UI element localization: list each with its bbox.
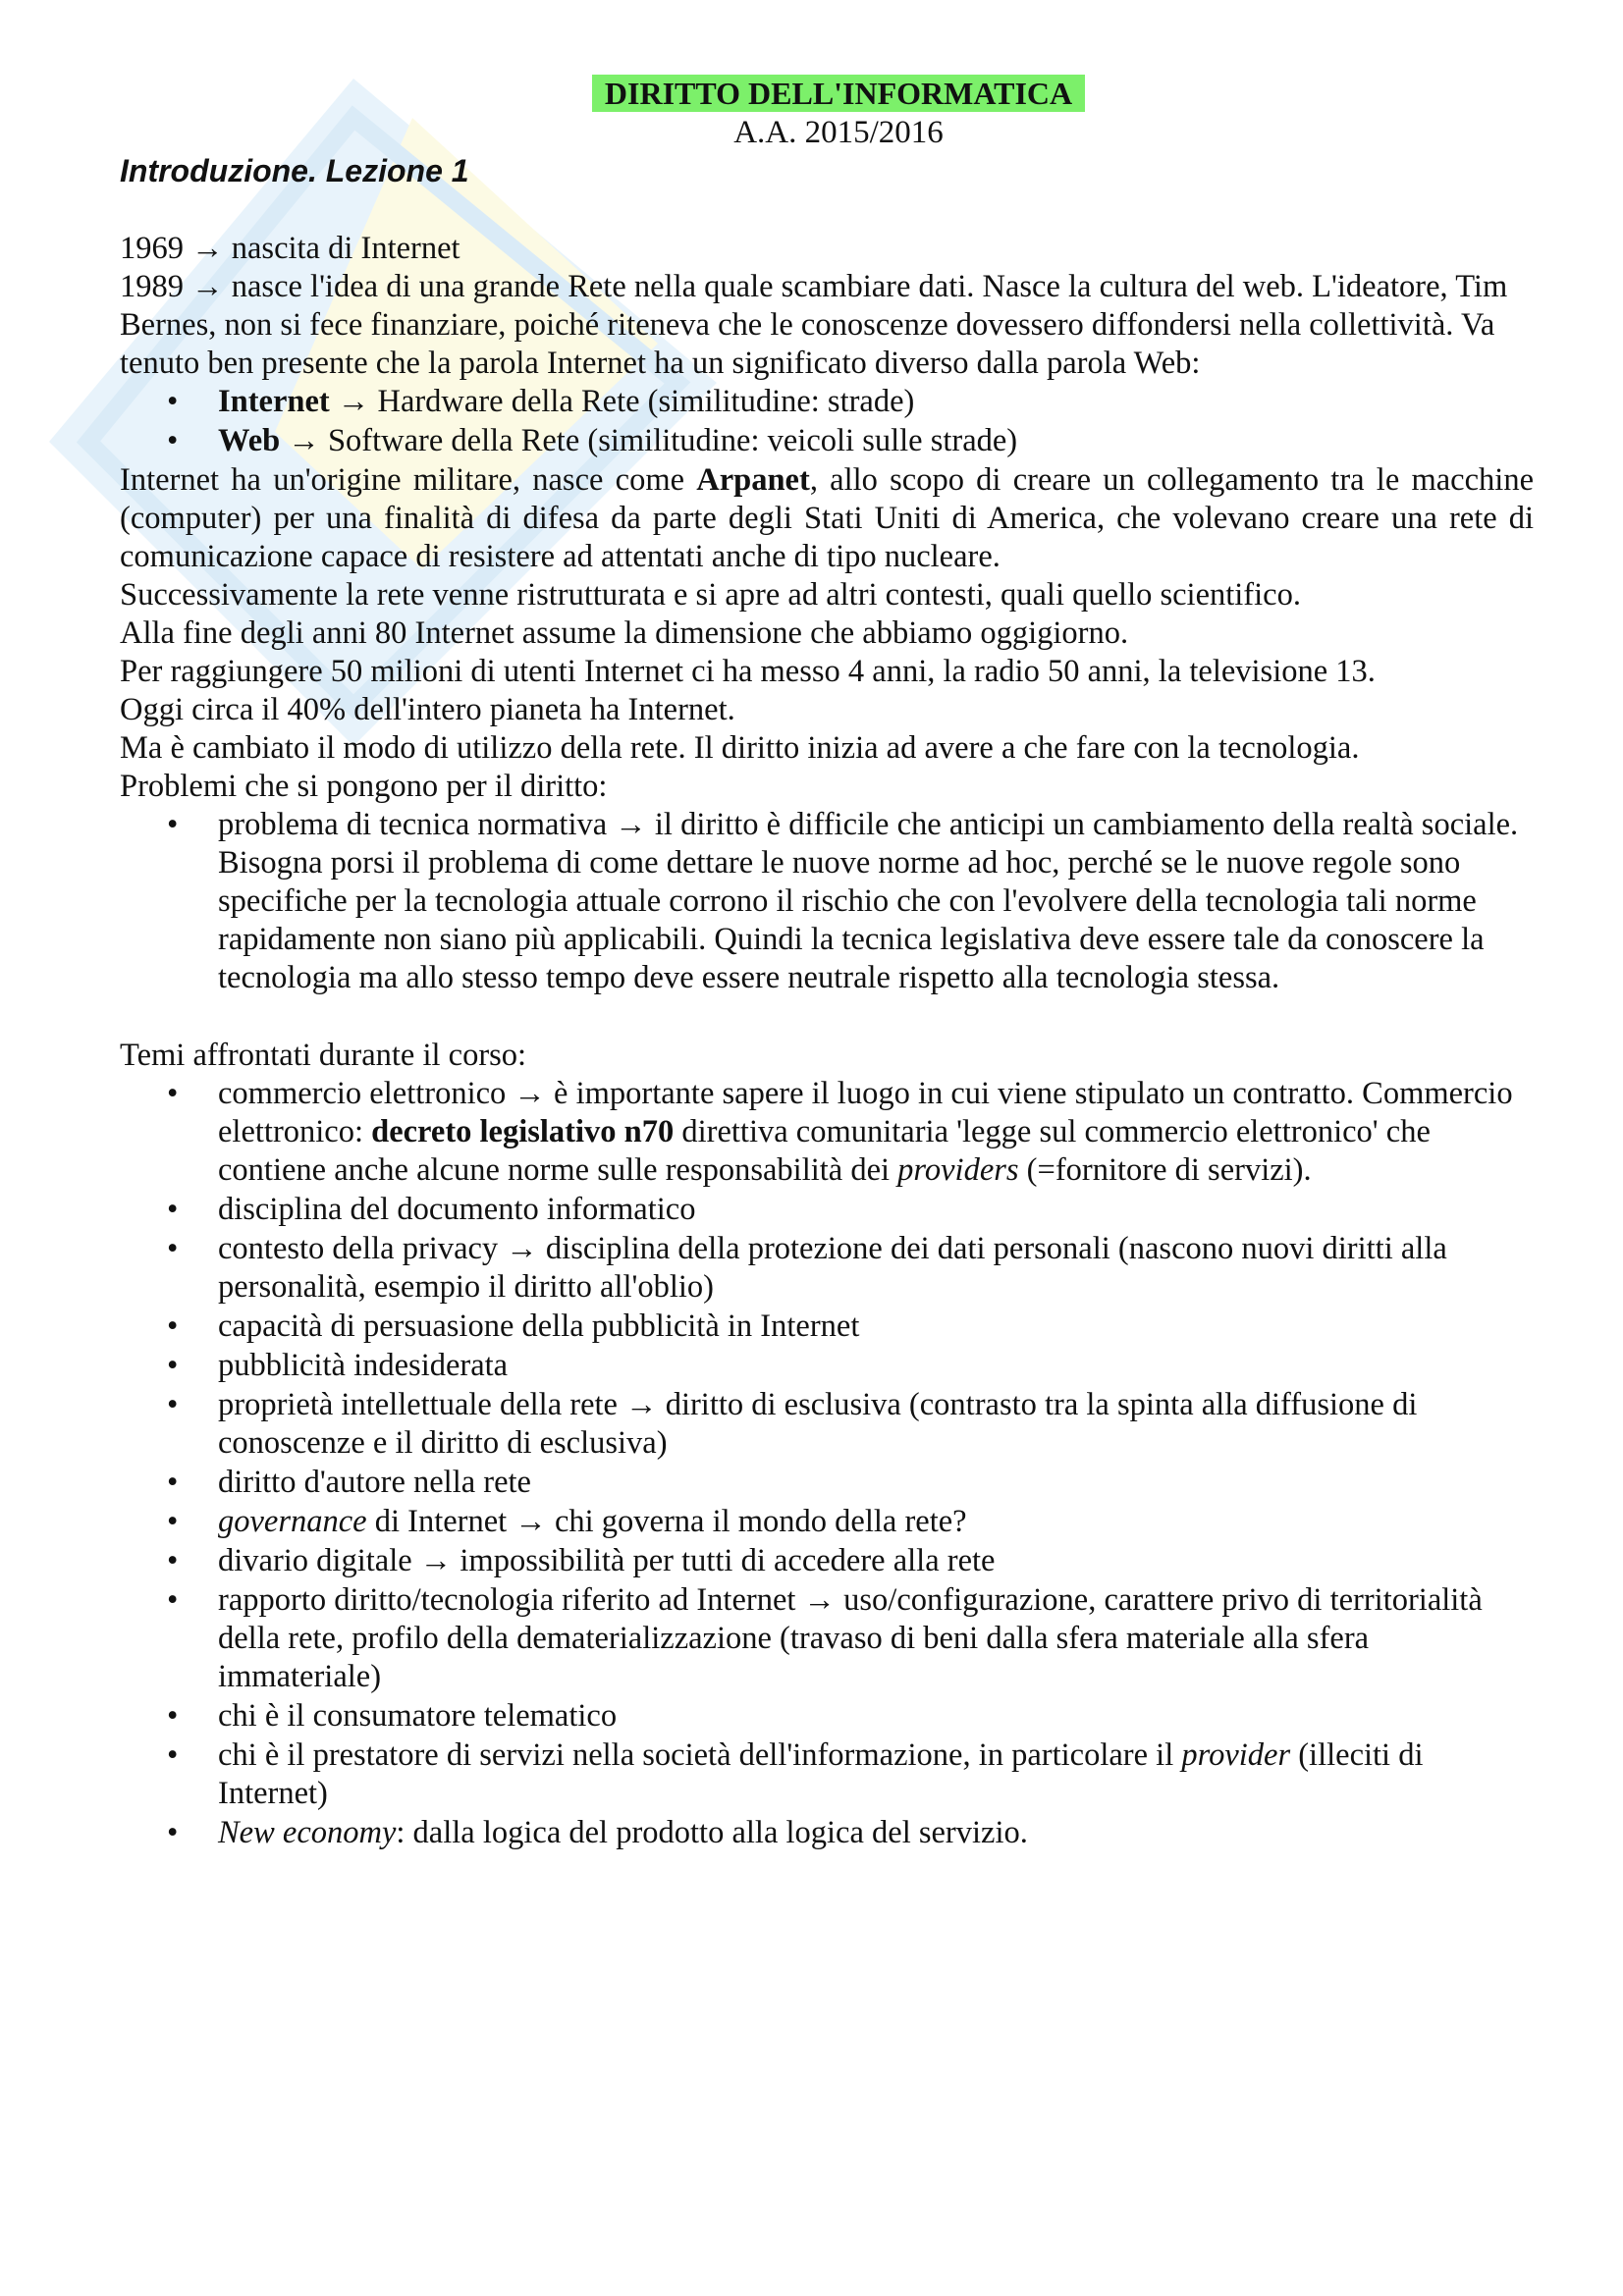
text-run: contesto della privacy → disciplina della protezione dei dati personali (nascono nuovi diritti alla personalità, esempio il diritto all'oblio) xyxy=(218,1231,1447,1305)
paragraph xyxy=(120,1037,1534,1075)
text-run: chi è il consumatore telematico xyxy=(218,1698,618,1734)
text-run: Alla fine degli anni 80 Internet assume la dimensione che abbiamo oggigiorno. xyxy=(120,615,1129,651)
text-run: Internet ha un'origine militare, nasce come xyxy=(120,462,697,498)
list-item xyxy=(218,1542,1534,1580)
text-run: disciplina del documento informatico xyxy=(218,1192,696,1227)
list-item xyxy=(218,383,1534,421)
list-item xyxy=(218,1075,1534,1190)
paragraph xyxy=(120,268,1534,383)
text-run: problema di tecnica normativa → il diritto è difficile che anticipi un cambiamento della realtà sociale. Bisogna porsi il problema di come dettare le nuove norme ad hoc, perché se le nuove regole sono specifiche per la tecnologia attuale corrono il rischio che con l'evolvere della tecnologia tali norme rapidamente non siano più applicabili. Quindi la tecnica legislativa deve essere tale da conoscere la tecnologia ma allo stesso tempo deve essere neutrale rispetto alla tecnologia stessa. xyxy=(218,807,1519,995)
bold-text: Internet xyxy=(218,384,330,419)
text-run: Ma è cambiato il modo di utilizzo della rete. Il diritto inizia ad avere a che fare con la tecnologia. xyxy=(120,730,1360,766)
text-run: (=fornitore di servizi). xyxy=(1018,1152,1312,1188)
italic-text: governance xyxy=(218,1504,367,1539)
paragraph xyxy=(120,461,1534,576)
list-item xyxy=(218,1308,1534,1346)
list-item xyxy=(218,1581,1534,1696)
text-run: Temi affrontati durante il corso: xyxy=(120,1038,527,1073)
text-run: direttiva comunitaria 'legge sul commercio elettronico' che contiene anche alcune norme sulle responsabilità dei xyxy=(218,1114,1431,1188)
list-item xyxy=(218,1386,1534,1463)
text-run: rapporto diritto/tecnologia riferito ad Internet → uso/configurazione, carattere privo di territorialità della rete, profilo della dematerializzazione (travaso di beni dalla sfera materiale alla sfera immateriale) xyxy=(218,1582,1483,1694)
text-run: di Internet → chi governa il mondo della rete? xyxy=(366,1504,967,1539)
document-body xyxy=(120,230,1534,1853)
italic-text: providers xyxy=(897,1152,1019,1188)
text-run: 1989 → nasce l'idea di una grande Rete nella quale scambiare dati. Nasce la cultura del web. L'ideatore, Tim Bernes, non si fece finanziare, poiché riteneva che le conoscenze dovessero diffondersi nella collettività. Va tenuto ben presente che la parola Internet ha un significato diverso dalla parola Web: xyxy=(120,269,1508,381)
bold-text: decreto legislativo n70 xyxy=(371,1114,675,1149)
list-item xyxy=(218,1736,1534,1813)
text-run: : dalla logica del prodotto alla logica del servizio. xyxy=(396,1815,1028,1850)
text-run: chi è il prestatore di servizi nella società dell'informazione, in particolare il xyxy=(218,1737,1182,1773)
paragraph xyxy=(120,230,1534,268)
academic-year: A.A. 2015/2016 xyxy=(733,115,944,150)
list-item xyxy=(218,422,1534,460)
text-run: capacità di persuasione della pubblicità in Internet xyxy=(218,1308,860,1344)
text-run: → Software della Rete (similitudine: veicoli sulle strade) xyxy=(280,423,1018,458)
text-run: proprietà intellettuale della rete → diritto di esclusiva (contrasto tra la spinta alla diffusione di conoscenze e il diritto di esclusiva) xyxy=(218,1387,1418,1461)
text-run: Per raggiungere 50 milioni di utenti Internet ci ha messo 4 anni, la radio 50 anni, la televisione 13. xyxy=(120,654,1376,689)
list-item xyxy=(218,1191,1534,1229)
bullet-list xyxy=(120,806,1534,997)
paragraph xyxy=(120,691,1534,729)
bold-text: Web xyxy=(218,423,281,458)
lesson-heading: Introduzione. Lezione 1 xyxy=(120,153,469,188)
italic-text: provider xyxy=(1181,1737,1291,1773)
text-run: divario digitale → impossibilità per tutti di accedere alla rete xyxy=(218,1543,996,1578)
document-title: DIRITTO DELL'INFORMATICA xyxy=(592,75,1085,112)
paragraph xyxy=(120,653,1534,691)
paragraph xyxy=(120,576,1534,614)
bullet-list xyxy=(120,383,1534,460)
list-item xyxy=(218,1503,1534,1541)
paragraph xyxy=(120,729,1534,768)
text-run: commercio elettronico → è importante sapere il luogo in cui viene stipulato un contratto. Commercio elettronico: xyxy=(218,1076,1513,1149)
list-item xyxy=(218,1814,1534,1852)
italic-text: New economy xyxy=(218,1815,397,1850)
list-item xyxy=(218,1230,1534,1307)
text-run: Oggi circa il 40% dell'intero pianeta ha Internet. xyxy=(120,692,735,727)
text-run: diritto d'autore nella rete xyxy=(218,1465,531,1500)
spacer xyxy=(120,998,1534,1037)
paragraph xyxy=(120,614,1534,653)
paragraph xyxy=(120,768,1534,806)
text-run: → Hardware della Rete (similitudine: strade) xyxy=(329,384,915,419)
list-item xyxy=(218,806,1534,997)
list-item xyxy=(218,1464,1534,1502)
text-run: , allo scopo di creare un collegamento tra le macchine (computer) per una finalità di difesa da parte degli Stati Uniti di America, che volevano creare una rete di comunicazione capace di resistere ad attentati anche di tipo nucleare. xyxy=(120,462,1534,574)
text-run: (illeciti di Internet) xyxy=(218,1737,1424,1811)
list-item xyxy=(218,1697,1534,1735)
text-run: Successivamente la rete venne ristrutturata e si apre ad altri contesti, quali quello scientifico. xyxy=(120,577,1301,613)
text-run: Problemi che si pongono per il diritto: xyxy=(120,769,608,804)
text-run: pubblicità indesiderata xyxy=(218,1348,509,1383)
list-item xyxy=(218,1347,1534,1385)
text-run: 1969 → nascita di Internet xyxy=(120,231,460,266)
bullet-list xyxy=(120,1075,1534,1852)
bold-text: Arpanet xyxy=(696,462,810,498)
